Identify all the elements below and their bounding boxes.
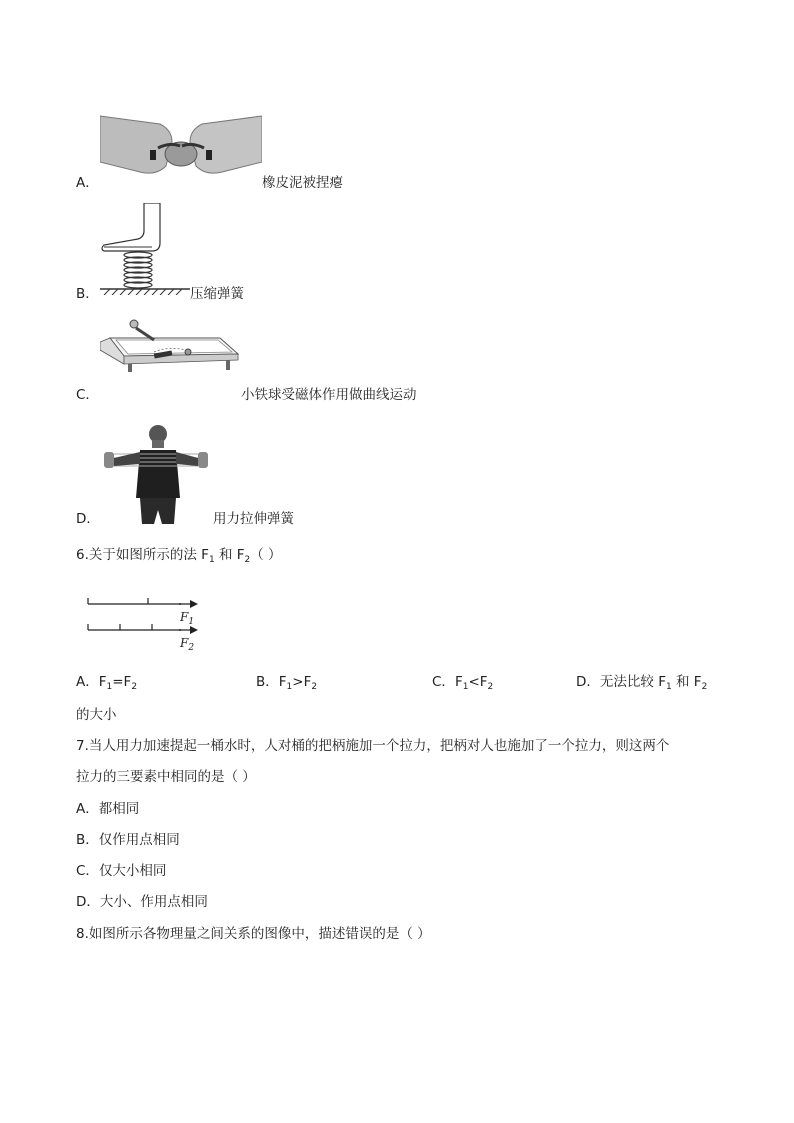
q7-option-d: D．大小、作用点相同 <box>76 894 208 910</box>
q6-option-d: D．无法比较 $F_1$ 和 $F_2$ <box>576 674 708 692</box>
figure-label-f2: $F_2$ <box>180 636 195 653</box>
question-6-stem: 6.关于如图所示的法 $F_1$ 和 $F_2$（ ） <box>76 547 282 565</box>
option-d-caption: 用力拉伸弹簧 <box>213 511 294 527</box>
option-a-letter: A． <box>76 175 99 191</box>
figure-label-f1: $F_1$ <box>180 610 195 627</box>
option-c-caption: 小铁球受磁体作用做曲线运动 <box>241 387 417 403</box>
question-8-stem: 8.如图所示各物理量之间关系的图像中，描述错误的是（ ） <box>76 926 431 942</box>
clay-squeeze-photo <box>100 112 262 180</box>
q6-option-c: C．$F_1<F_2$ <box>432 674 494 692</box>
q6-option-d-wrap: 的大小 <box>76 707 117 723</box>
spring-compress-figure <box>100 203 190 295</box>
magnet-ball-figure <box>100 316 240 376</box>
option-d-letter: D． <box>76 511 100 527</box>
man-stretching-spring-photo <box>100 420 212 524</box>
q7-option-b: B．仅作用点相同 <box>76 832 180 848</box>
question-7-stem-line1: 7.当人用力加速提起一桶水时，人对桶的把柄施加一个拉力，把柄对人也施加了一个拉力，则这两个 <box>76 738 670 754</box>
q6-option-b: B．$F_1>F_2$ <box>256 674 318 692</box>
option-b-caption: 压缩弹簧 <box>190 286 244 302</box>
question-7-stem-line2: 拉力的三要素中相同的是（ ） <box>76 769 256 785</box>
option-a-caption: 橡皮泥被捏瘪 <box>262 175 343 191</box>
q7-option-c: C．仅大小相同 <box>76 863 167 879</box>
q6-option-a: A．$F_1=F_2$ <box>76 674 138 692</box>
q7-option-a: A．都相同 <box>76 801 140 817</box>
option-b-letter: B． <box>76 286 99 302</box>
option-c-letter: C． <box>76 387 99 403</box>
